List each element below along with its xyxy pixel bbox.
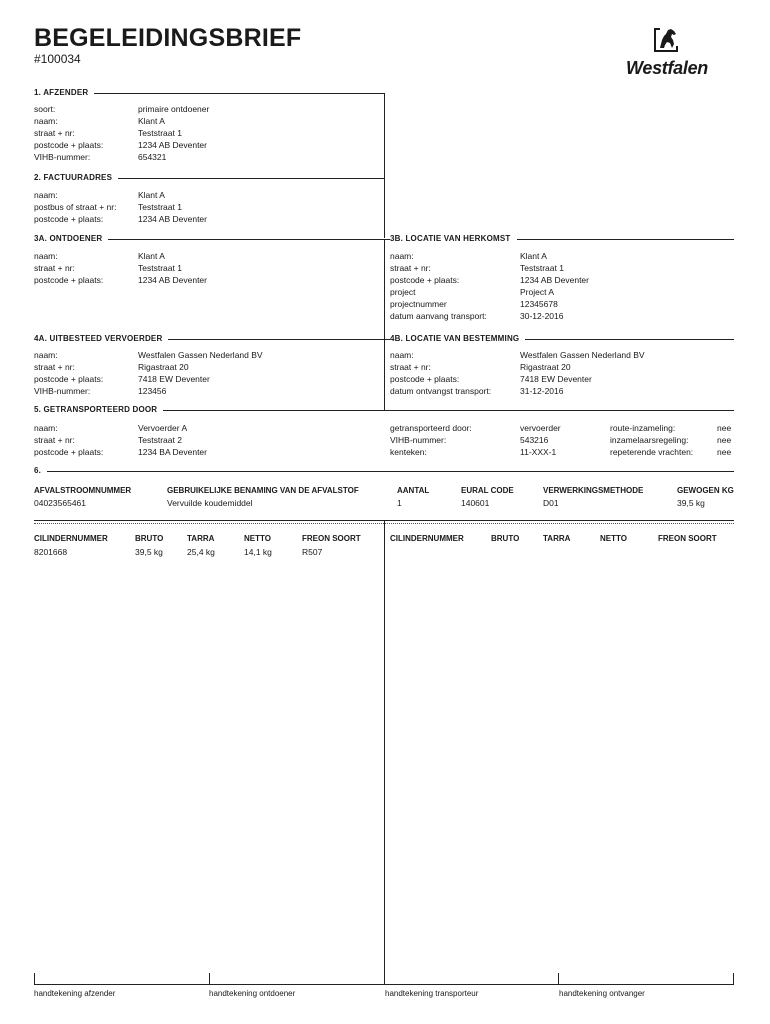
cell-afvalstroomnummer: 04023565461 (34, 498, 87, 508)
field-label: naam: (34, 251, 58, 261)
field-label: repeterende vrachten: (610, 447, 694, 457)
cyl-cell-cilindernummer: 8201668 (34, 547, 68, 557)
cyl-right-col-freon: FREON SOORT (658, 534, 717, 543)
cell-gewogen-kg: 39,5 kg (677, 498, 705, 508)
cyl-left-col-bruto: BRUTO (135, 534, 164, 543)
field-value: Vervoerder A (138, 423, 188, 433)
signature-ontdoener: handtekening ontdoener (209, 989, 296, 998)
field-value: Teststraat 2 (138, 435, 182, 445)
section-herkomst-heading: 3B. LOCATIE VAN HERKOMST (390, 234, 517, 243)
field-label: straat + nr: (34, 435, 75, 445)
horse-logo-icon (652, 26, 682, 56)
section-bestemming-heading: 4B. LOCATIE VAN BESTEMMING (390, 334, 525, 343)
cyl-cell-tarra: 25,4 kg (187, 547, 215, 557)
section-ontdoener-heading: 3A. ONTDOENER (34, 234, 108, 243)
field-value: Teststraat 1 (138, 128, 182, 138)
document-number: #100034 (34, 52, 81, 66)
field-label: straat + nr: (390, 263, 431, 273)
field-value: 1234 AB Deventer (138, 214, 207, 224)
cyl-left-col-freon: FREON SOORT (302, 534, 361, 543)
cyl-left-col-netto: NETTO (244, 534, 271, 543)
field-label: postcode + plaats: (34, 214, 104, 224)
field-value: nee (717, 435, 732, 445)
field-label: naam: (34, 116, 58, 126)
cyl-right-col-cilindernummer: CILINDERNUMMER (390, 534, 464, 543)
field-value: 1234 BA Deventer (138, 447, 207, 457)
field-label: postcode + plaats: (34, 140, 104, 150)
cyl-cell-bruto: 39,5 kg (135, 547, 163, 557)
field-label: projectnummer (390, 299, 447, 309)
field-label: straat + nr: (34, 362, 75, 372)
document-title: BEGELEIDINGSBRIEF (34, 24, 302, 52)
field-value: Teststraat 1 (138, 202, 182, 212)
field-label: route-inzameling: (610, 423, 676, 433)
cell-aantal: 1 (397, 498, 402, 508)
col-benaming: GEBRUIKELIJKE BENAMING VAN DE AFVALSTOF (167, 486, 359, 495)
westfalen-logo (626, 26, 736, 82)
section-6-heading: 6. (34, 466, 47, 475)
cyl-left-col-cilindernummer: CILINDERNUMMER (34, 534, 108, 543)
field-label: postcode + plaats: (390, 374, 460, 384)
field-label: postcode + plaats: (34, 447, 104, 457)
cyl-right-col-netto: NETTO (600, 534, 627, 543)
cyl-cell-netto: 14,1 kg (244, 547, 272, 557)
cell-benaming: Vervuilde koudemiddel (167, 498, 253, 508)
field-label: straat + nr: (390, 362, 431, 372)
field-label: straat + nr: (34, 128, 75, 138)
cyl-right-col-bruto: BRUTO (491, 534, 520, 543)
section-afzender-heading: 1. AFZENDER (34, 88, 94, 97)
field-value: 30-12-2016 (520, 311, 564, 321)
field-value: 654321 (138, 152, 167, 162)
field-value: Rigastraat 20 (138, 362, 189, 372)
field-label: naam: (390, 251, 414, 261)
signature-transporteur: handtekening transporteur (385, 989, 479, 998)
field-value: 543216 (520, 435, 549, 445)
field-label: straat + nr: (34, 263, 75, 273)
col-aantal: AANTAL (397, 486, 430, 495)
field-label: VIHB-nummer: (390, 435, 447, 445)
field-value: 1234 AB Deventer (520, 275, 589, 285)
signature-ontvanger: handtekening ontvanger (559, 989, 645, 998)
field-label: datum ontvangst transport: (390, 386, 492, 396)
col-eural-code: EURAL CODE (461, 486, 514, 495)
field-value: 1234 AB Deventer (138, 275, 207, 285)
field-label: naam: (34, 350, 58, 360)
field-value: Klant A (138, 190, 165, 200)
field-label: project (390, 287, 416, 297)
col-afvalstroomnummer: AFVALSTROOMNUMMER (34, 486, 132, 495)
field-label: getransporteerd door: (390, 423, 472, 433)
field-label: kenteken: (390, 447, 427, 457)
field-value: 1234 AB Deventer (138, 140, 207, 150)
cell-eural-code: 140601 (461, 498, 490, 508)
field-label: postbus of straat + nr: (34, 202, 117, 212)
field-value: nee (717, 423, 732, 433)
field-value: nee (717, 447, 732, 457)
col-verwerkingsmethode: VERWERKINGSMETHODE (543, 486, 644, 495)
field-label: postcode + plaats: (390, 275, 460, 285)
field-label: postcode + plaats: (34, 374, 104, 384)
field-value: 7418 EW Deventer (138, 374, 210, 384)
cell-verwerkingsmethode: D01 (543, 498, 559, 508)
section-getransporteerd-heading: 5. GETRANSPORTEERD DOOR (34, 405, 163, 414)
field-label: soort: (34, 104, 56, 114)
field-value: Klant A (520, 251, 547, 261)
field-value: 123456 (138, 386, 167, 396)
field-label: naam: (390, 350, 414, 360)
field-value: Klant A (138, 251, 165, 261)
cyl-left-col-tarra: TARRA (187, 534, 215, 543)
field-value: 12345678 (520, 299, 558, 309)
field-value: 31-12-2016 (520, 386, 564, 396)
field-value: vervoerder (520, 423, 561, 433)
col-gewogen-kg: GEWOGEN KG (677, 486, 734, 495)
field-value: Westfalen Gassen Nederland BV (138, 350, 263, 360)
field-value: Westfalen Gassen Nederland BV (520, 350, 645, 360)
logo-wordmark: Westfalen (626, 58, 708, 78)
cyl-cell-freon: R507 (302, 547, 323, 557)
field-label: VIHB-nummer: (34, 386, 91, 396)
field-label: VIHB-nummer: (34, 152, 91, 162)
field-value: 11-XXX-1 (520, 447, 557, 457)
field-label: inzamelaarsregeling: (610, 435, 689, 445)
cyl-right-col-tarra: TARRA (543, 534, 571, 543)
field-value: 7418 EW Deventer (520, 374, 592, 384)
field-label: postcode + plaats: (34, 275, 104, 285)
field-label: naam: (34, 190, 58, 200)
field-value: Teststraat 1 (138, 263, 182, 273)
field-value: Rigastraat 20 (520, 362, 571, 372)
field-label: naam: (34, 423, 58, 433)
field-value: Klant A (138, 116, 165, 126)
field-value: Project A (520, 287, 555, 297)
signature-afzender: handtekening afzender (34, 989, 116, 998)
field-value: primaire ontdoener (138, 104, 210, 114)
field-label: datum aanvang transport: (390, 311, 487, 321)
section-factuuradres-heading: 2. FACTUURADRES (34, 173, 118, 182)
section-vervoerder-heading: 4A. UITBESTEED VERVOERDER (34, 334, 168, 343)
field-value: Teststraat 1 (520, 263, 564, 273)
